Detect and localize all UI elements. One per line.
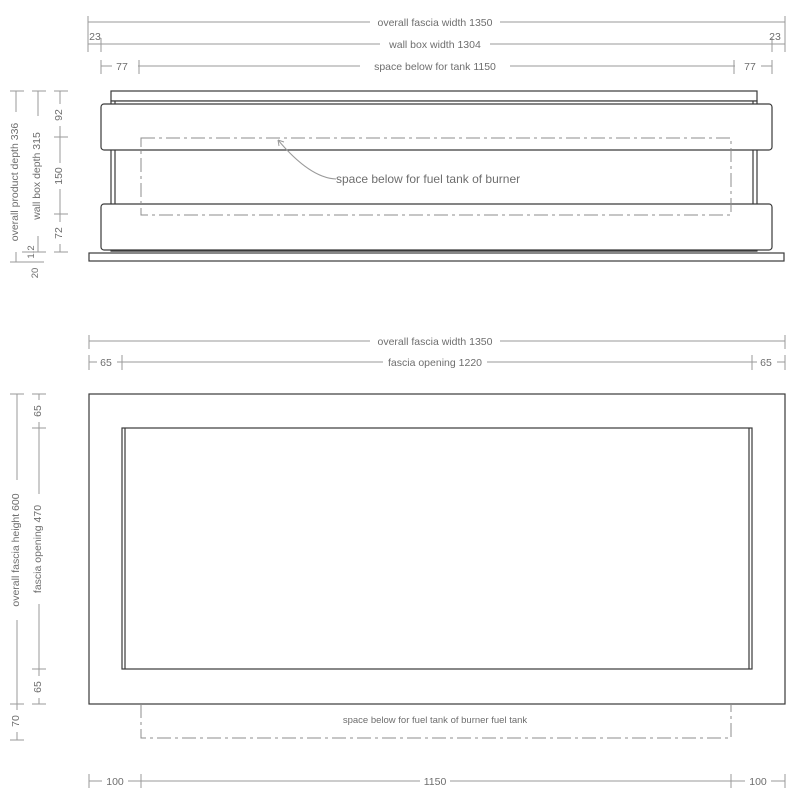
label-bottom-border-65: 65 — [32, 681, 44, 693]
label-wall-box-width: wall box width 1304 — [389, 39, 481, 51]
dim-wall-box-depth — [30, 91, 46, 252]
label-tank-left-77: 77 — [116, 61, 128, 73]
label-fuel-tank-callout: space below for fuel tank of burner — [336, 172, 521, 186]
label-depth-20: 20 — [30, 267, 41, 279]
label-bottom-middle-1150: 1150 — [423, 776, 447, 788]
label-fascia-opening-height: fascia opening 470 — [32, 504, 44, 594]
label-fuel-tank-note: space below for fuel tank of burner fuel tank — [342, 715, 528, 726]
label-overall-fascia-width-front: overall fascia width 1350 — [377, 336, 493, 348]
label-left-border-65: 65 — [100, 357, 112, 369]
label-right-offset-23: 23 — [769, 31, 781, 43]
dim-overall-fascia-height — [9, 394, 24, 704]
fascia-outer-frame — [89, 394, 785, 704]
dim-overall-fascia-width-front — [89, 333, 785, 349]
dim-below-fascia — [9, 704, 24, 740]
label-fascia-opening-width: fascia opening 1220 — [388, 357, 482, 369]
label-overall-product-depth: overall product depth 336 — [9, 122, 21, 242]
label-overall-fascia-height: overall fascia height 600 — [10, 493, 22, 607]
label-depth-92: 92 — [53, 109, 65, 121]
fascia-opening — [122, 428, 752, 669]
dim-depth-small — [22, 245, 44, 278]
dim-overall-fascia-width-top — [88, 14, 785, 30]
dim-fascia-opening-width — [89, 355, 785, 370]
label-depth-72: 72 — [53, 227, 65, 239]
top-view — [8, 14, 785, 278]
front-fuel-tank-space — [141, 704, 731, 738]
label-overall-fascia-width-top: overall fascia width 1350 — [377, 17, 493, 29]
dim-depth-segments — [52, 91, 68, 252]
label-depth-1-2: 1.2 — [26, 245, 37, 259]
dim-tank-space — [101, 59, 772, 74]
label-bottom-right-100: 100 — [749, 776, 767, 788]
dim-bottom-segments — [89, 774, 785, 788]
dim-fascia-opening-height — [31, 394, 46, 704]
dim-wall-box-width — [88, 30, 785, 52]
label-top-border-65: 65 — [32, 405, 44, 417]
label-depth-150: 150 — [53, 167, 65, 185]
front-view — [9, 333, 785, 788]
dim-overall-product-depth — [8, 91, 24, 262]
label-below-fascia-70: 70 — [10, 715, 22, 727]
label-tank-right-77: 77 — [744, 61, 756, 73]
label-bottom-left-100: 100 — [106, 776, 124, 788]
label-right-border-65: 65 — [760, 357, 772, 369]
label-wall-box-depth: wall box depth 315 — [31, 132, 43, 220]
label-left-offset-23: 23 — [89, 31, 101, 43]
label-tank-space: space below for tank 1150 — [374, 61, 496, 73]
